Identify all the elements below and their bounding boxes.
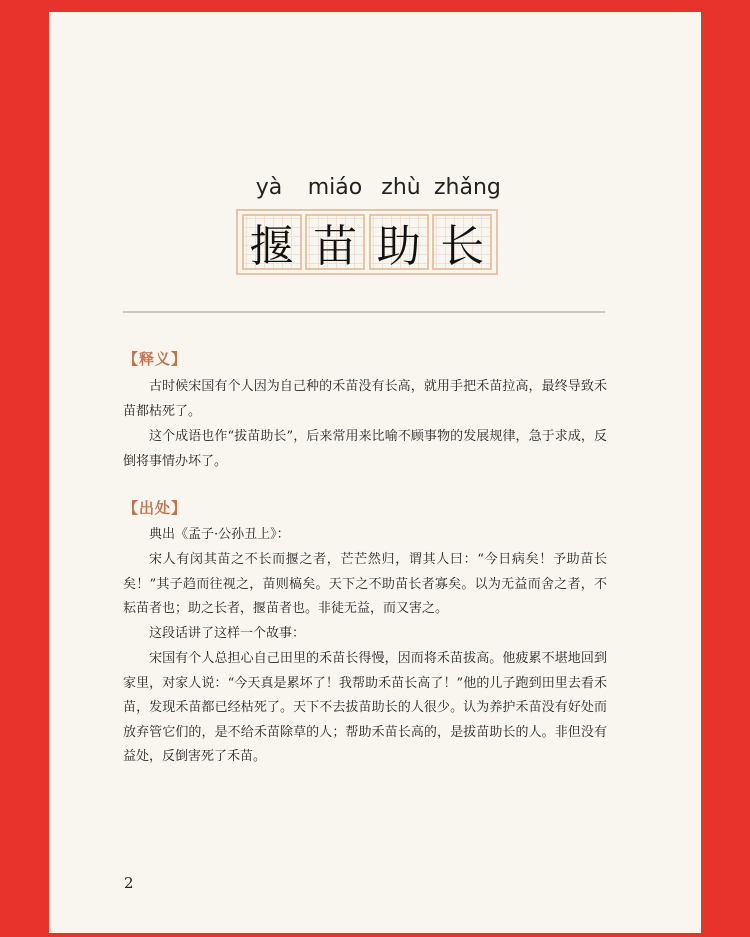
source-paragraph-1: 典出《孟子·公孙丑上》： <box>149 527 290 542</box>
title-char-4: 长 <box>432 214 492 270</box>
pinyin-3: zhù <box>381 175 421 200</box>
pinyin-1: yà <box>255 175 283 200</box>
source-paragraph-3: 这段话讲了这样一个故事： <box>149 626 306 641</box>
title-char-1: 揠 <box>242 214 302 270</box>
pinyin-4: zhǎng <box>434 175 501 200</box>
page-number: 2 <box>124 874 134 892</box>
book-page <box>49 12 701 933</box>
title-char-2: 苗 <box>305 214 365 270</box>
title-char-3: 助 <box>369 214 429 270</box>
pinyin-2: miáo <box>307 175 363 200</box>
source-heading: 【出处】 <box>123 499 188 517</box>
source-paragraph-2: 宋人有闵其苗之不长而揠之者，芒芒然归，谓其人曰：“今日病矣！予助苗长矣！”其子趋而往视之，苗则槁矣。天下之不助苗长者寡矣。以为无益而舍之者，不耘苗者也；助之长者，揠苗者也。非徒无益，而又害之。 <box>123 552 607 616</box>
pinyin-row <box>236 175 500 200</box>
divider <box>123 311 605 313</box>
idiom-title <box>236 209 498 275</box>
meaning-heading: 【释义】 <box>123 350 188 368</box>
meaning-paragraph-1: 古时候宋国有个人因为自己种的禾苗没有长高，就用手把禾苗拉高，最终导致禾苗都枯死了。 <box>123 379 607 419</box>
meaning-paragraph-2: 这个成语也作“拔苗助长”，后来常用来比喻不顾事物的发展规律，急于求成，反倒将事情办坏了。 <box>123 429 607 469</box>
source-paragraph-4: 宋国有个人总担心自己田里的禾苗长得慢，因而将禾苗拔高。他疲累不堪地回到家里，对家人说：“今天真是累坏了！我帮助禾苗长高了！”他的儿子跑到田里去看禾苗，发现禾苗都已经枯死了。天下不去拔苗助长的人很少。认为养护禾苗没有好处而放弃管它们的，是不给禾苗除草的人；帮助禾苗长高的，是拔苗助长的人。非但没有益处，反倒害死了禾苗。 <box>123 651 607 764</box>
